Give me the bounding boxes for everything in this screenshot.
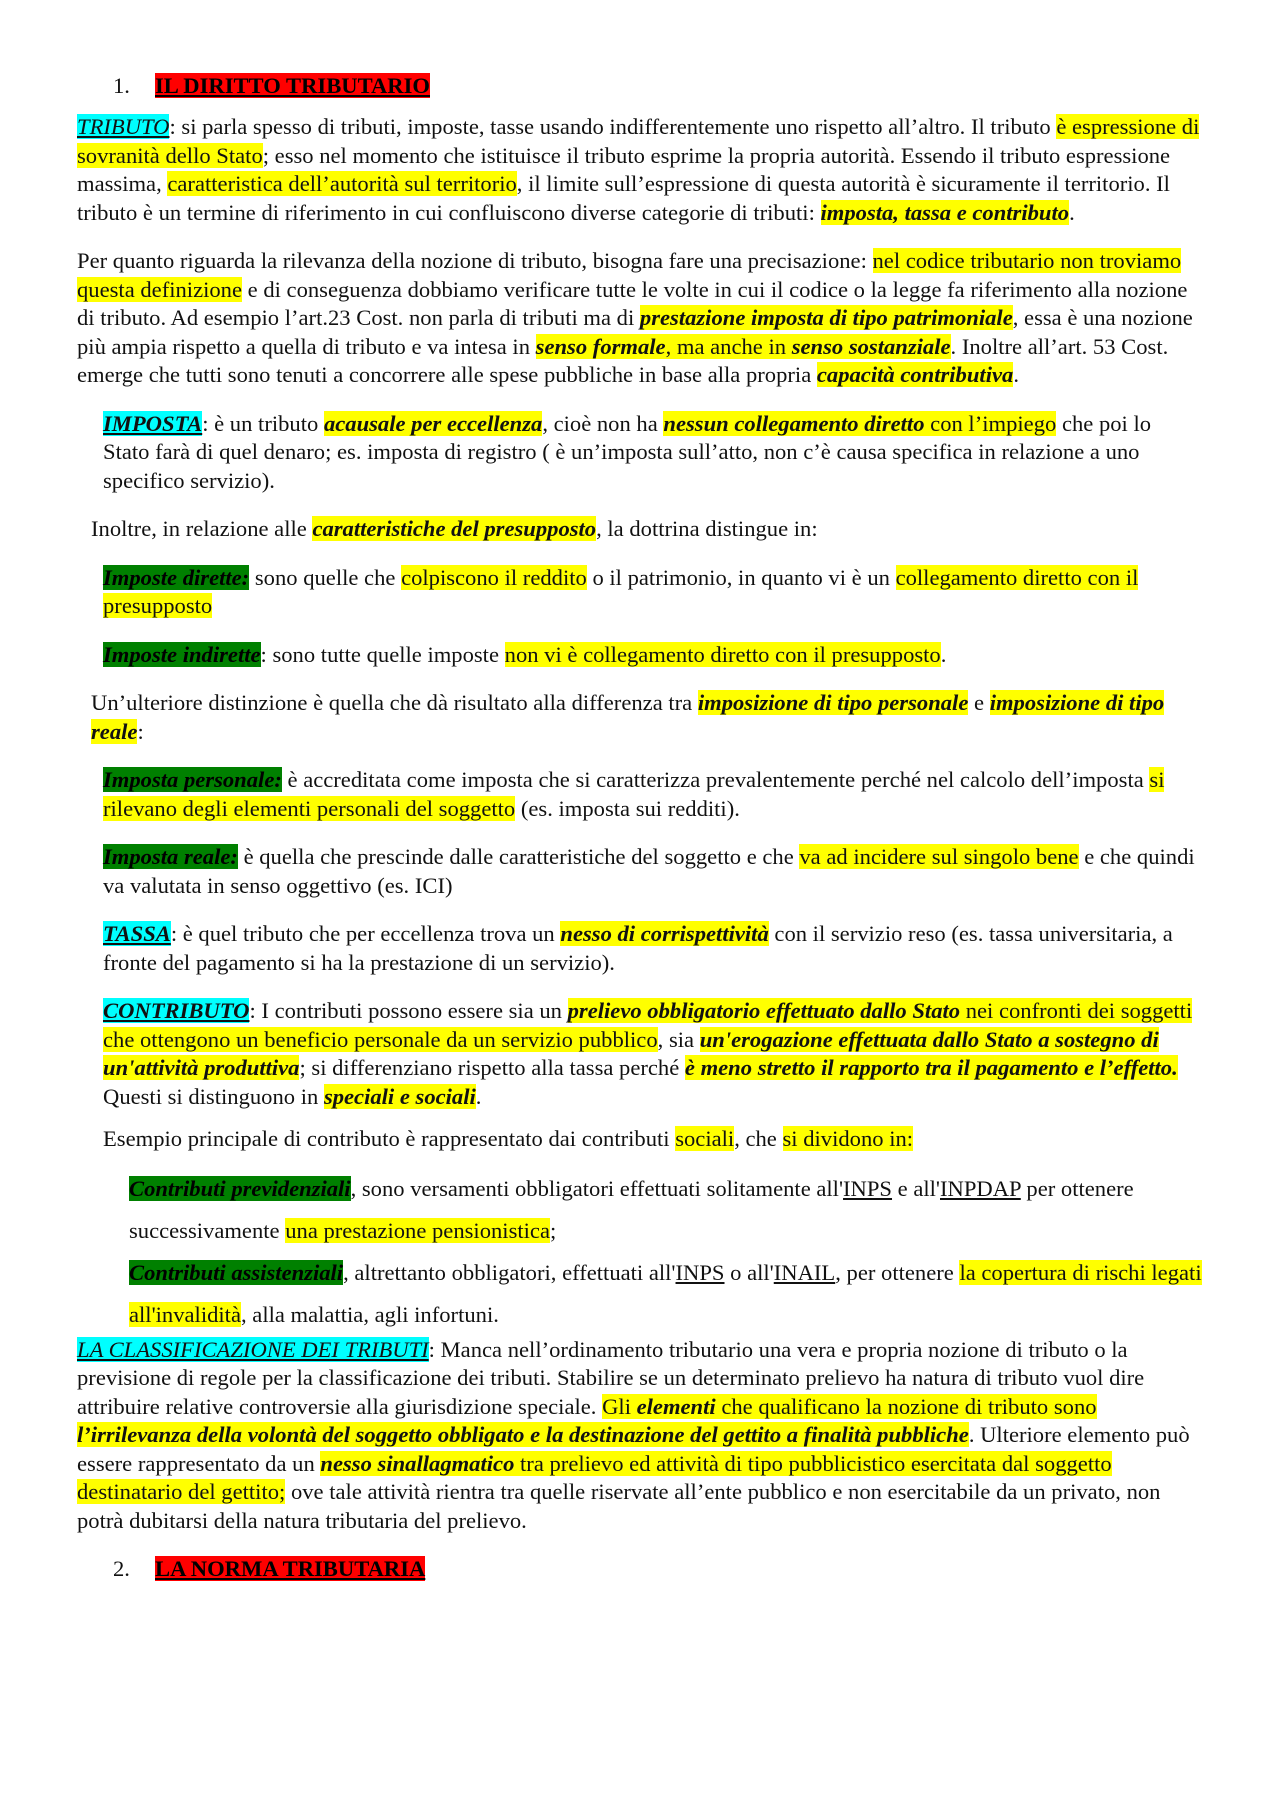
term-imposta-reale: Imposta reale: <box>103 844 238 869</box>
term-tributo: TRIBUTO <box>77 114 170 139</box>
section-heading-1 <box>77 72 1202 104</box>
paragraph-tassa: TASSA: è quel tributo che per eccellenza trova un nesso di corrispettività con il servizio reso (es. tassa universitaria, a fronte del pagamento si ha la prestazione di un servizio). <box>103 921 1173 975</box>
paragraph-rilevanza: Per quanto riguarda la rilevanza della nozione di tributo, bisogna fare una precisazione: nel codice tributario non troviamo questa definizione e di conseguenza dobbiamo verificare tutte le volte in cui il codice o la legge fa riferimento alla nozione di tributo. Ad esempio l’art.23 Cost. non parla di tributi ma di prestazione imposta di tipo patrimoniale, essa è una nozione più ampia rispetto a quella di tributo e va intesa in senso formale, ma anche in senso sostanziale. Inoltre all’art. 53 Cost. emerge che tutti sono tenuti a concorrere alle spese pubbliche in base alla propria capacità contributiva. <box>77 248 1193 387</box>
term-contributi-assistenziali: Contributi assistenziali <box>129 1259 344 1285</box>
paragraph-esempio: Esempio principale di contributo è rappresentato dai contributi sociali, che si dividono in: <box>103 1126 914 1151</box>
paragraph-distinzione: Un’ulteriore distinzione è quella che dà risultato alla differenza tra imposizione di tipo personale e imposizione di tipo reale: <box>91 690 1165 744</box>
term-imposta-personale: Imposta personale: <box>103 767 282 792</box>
term-contributo: CONTRIBUTO <box>103 998 250 1023</box>
paragraph-previdenziali: Contributi previdenziali, sono versamenti obbligatori effettuati solitamente all'INPS e all'INPDAP per ottenere successivamente una prestazione pensionistica; <box>129 1175 1134 1243</box>
term-imposta: IMPOSTA <box>103 410 203 436</box>
paragraph-tributo: TRIBUTO: si parla spesso di tributi, imposte, tasse usando indifferentemente uno rispetto all’altro. Il tributo è espressione di sovranità dello Stato; esso nel momento che istituisce il tributo esprime la propria autorità. Essendo il tributo espressione massima, caratteristica dell’autorità sul territorio, il limite sull’espressione di questa autorità è sicuramente il territorio. Il tributo è un termine di riferimento in cui confluiscono diverse categorie di tributi: imposta, tassa e contributo. <box>77 114 1200 225</box>
term-contributi-previdenziali: Contributi previdenziali <box>129 1175 351 1201</box>
term-classificazione: LA CLASSIFICAZIONE DEI TRIBUTI <box>77 1336 429 1362</box>
heading-title: LA NORMA TRIBUTARIA <box>155 1556 426 1581</box>
heading-number: 2. <box>113 1556 130 1581</box>
paragraph-contributo: CONTRIBUTO: I contributi possono essere sia un prelievo obbligatorio effettuato dallo Stato nei confronti dei soggetti che ottengono un beneficio personale da un servizio pubblico, sia un'erogazione effettuata dallo Stato a sostegno di un'attività produttiva; si differenziano rispetto alla tassa perché è meno stretto il rapporto tra il pagamento e l’effetto. Questi si distinguono in speciali e sociali. <box>103 998 1193 1109</box>
heading-number: 1. <box>113 73 130 98</box>
paragraph-imposta-personale: Imposta personale: è accreditata come imposta che si caratterizza prevalentemente perché nel calcolo dell’imposta si rilevano degli elementi personali del soggetto (es. imposta sui redditi). <box>103 767 1165 821</box>
paragraph-classificazione: LA CLASSIFICAZIONE DEI TRIBUTI: Manca nell’ordinamento tributario una vera e propria nozione di tributo o la previsione di regole per la classificazione dei tributi. Stabilire se un determinato prelievo ha natura di tributo vuol dire attribuire relative controversie alla giurisdizione speciale. Gli elementi che qualificano la nozione di tributo sono l’irrilevanza della volontà del soggetto obbligato e la destinazione del gettito a finalità pubbliche. Ulteriore elemento può essere rappresentato da un nesso sinallagmatico tra prelievo ed attività di tipo pubblicistico esercitata dal soggetto destinatario del gettito; ove tale attività rientra tra quelle riservate all’ente pubblico e non esercitabile da un privato, non potrà dubitarsi della natura tributaria del prelievo. <box>77 1336 1190 1533</box>
term-tassa: TASSA <box>103 921 171 946</box>
paragraph-imposta-reale: Imposta reale: è quella che prescinde dalle caratteristiche del soggetto e che va ad incidere sul singolo bene e che quindi va valutata in senso oggettivo (es. ICI) <box>103 844 1195 898</box>
paragraph-presupposto: Inoltre, in relazione alle caratteristiche del presupposto, la dottrina distingue in: <box>91 516 818 541</box>
paragraph-imposte-dirette: Imposte dirette: sono quelle che colpiscono il reddito o il patrimonio, in quanto vi è un collegamento diretto con il presupposto <box>103 564 1139 618</box>
paragraph-imposte-indirette: Imposte indirette: sono tutte quelle imposte non vi è collegamento diretto con il presupposto. <box>103 641 947 667</box>
paragraph-assistenziali: Contributi assistenziali, altrettanto obbligatori, effettuati all'INPS o all'INAIL, per ottenere la copertura di rischi legati all'invalidità, alla malattia, agli infortuni. <box>129 1259 1202 1327</box>
section-heading-2 <box>77 1555 1202 1587</box>
paragraph-imposta: IMPOSTA: è un tributo acausale per eccellenza, cioè non ha nessun collegamento diretto con l’impiego che poi lo Stato farà di quel denaro; es. imposta di registro ( è un’imposta sull’atto, non c’è causa specifica in relazione a uno specifico servizio). <box>103 410 1152 493</box>
term-imposte-dirette: Imposte dirette: <box>103 564 250 590</box>
document-page <box>77 72 1202 1587</box>
term-imposte-indirette: Imposte indirette <box>103 641 261 667</box>
heading-title: IL DIRITTO TRIBUTARIO <box>155 73 430 98</box>
